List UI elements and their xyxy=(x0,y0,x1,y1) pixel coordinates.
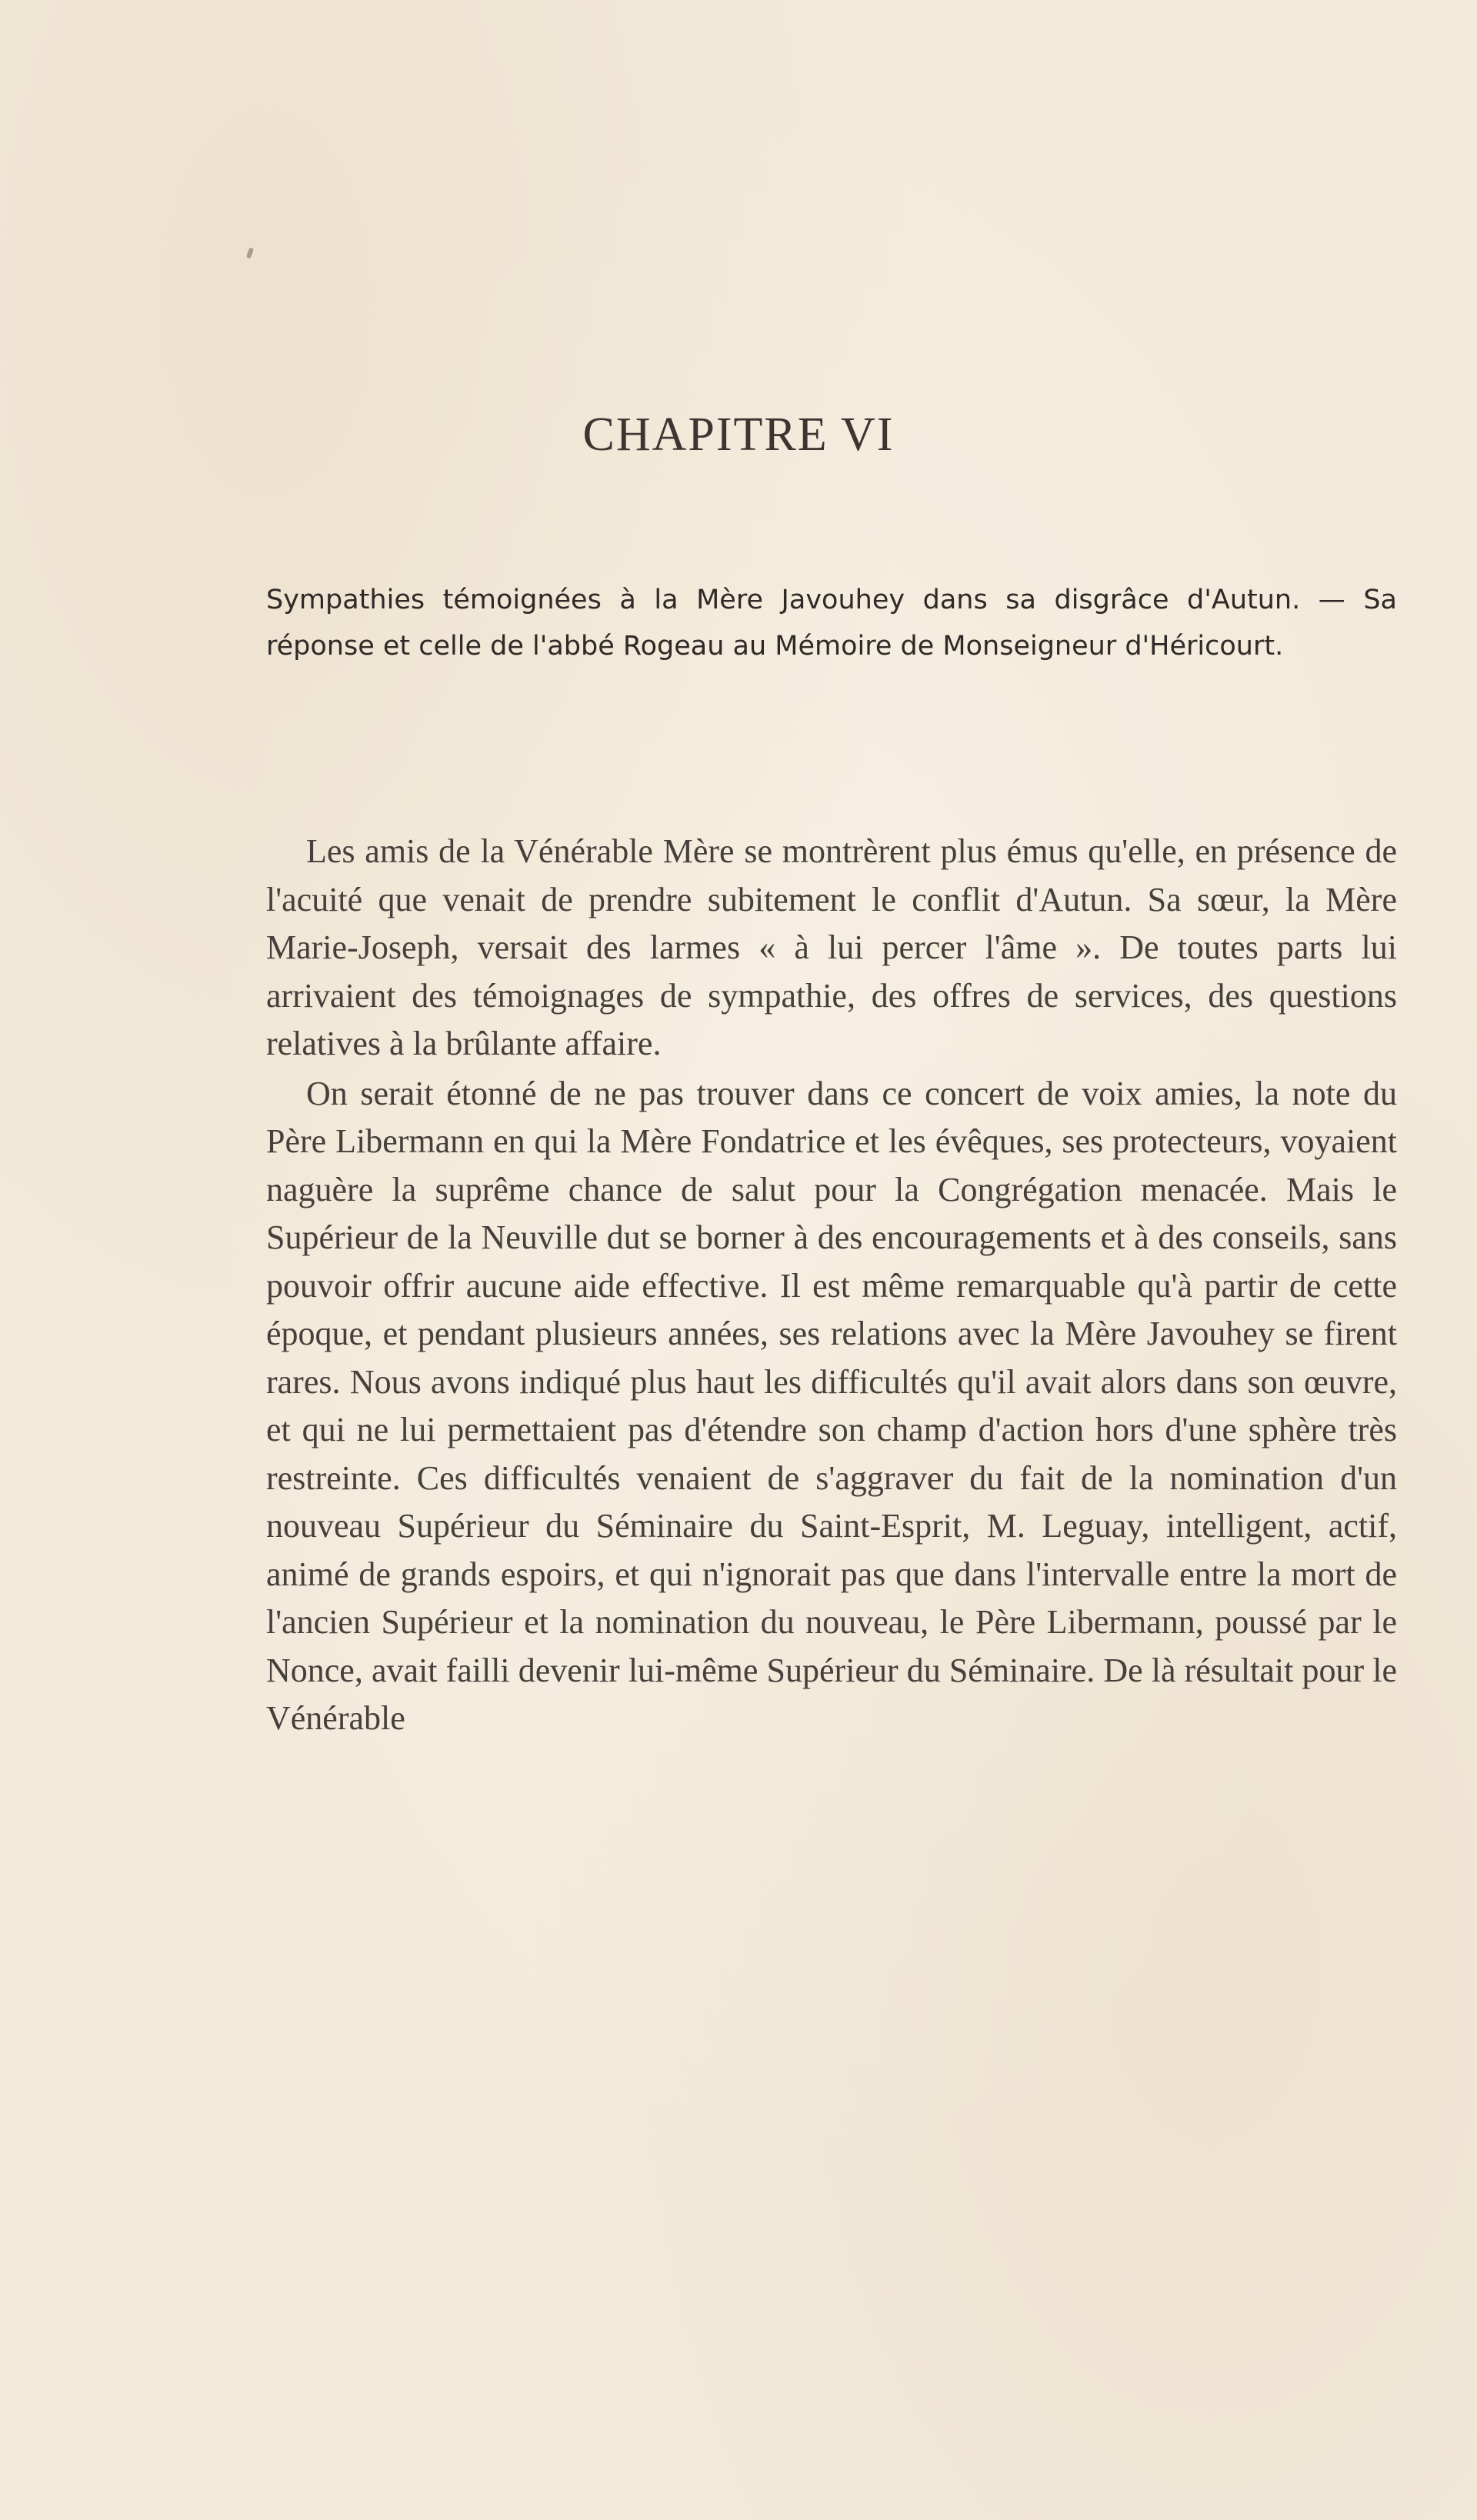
paragraph-2: On serait étonné de ne pas trouver dans ce concert de voix amies, la note du Père Libermann en qui la Mère Fondatrice et les évêques, ses protecteurs, voyaient naguère la suprême chance de salut pour la Congrégation menacée. Mais le Supérieur de la Neuville dut se borner à des encouragements et à des conseils, sans pouvoir offrir aucune aide effective. Il est même remarquable qu'à partir de cette époque, et pendant plusieurs années, ses relations avec la Mère Javouhey se firent rares. Nous avons indiqué plus haut les difficultés qu'il avait alors dans son œuvre, et qui ne lui permettaient pas d'étendre son champ d'action hors d'une sphère très restreinte. Ces difficultés venaient de s'aggraver du fait de la nomination d'un nouveau Supérieur du Séminaire du Saint-Esprit, M. Leguay, intelligent, actif, animé de grands espoirs, et qui n'ignorait pas que dans l'intervalle entre la mort de l'ancien Supérieur et la nomination du nouveau, le Père Libermann, poussé par le Nonce, avait failli devenir lui-même Supérieur du Séminaire. De là résultait pour le Vénérable xyxy=(266,1074,1397,1737)
chapter-title: CHAPITRE VI xyxy=(582,408,895,461)
chapter-summary: Sympathies témoignées à la Mère Javouhey dans sa disgrâce d'Autun. — Sa réponse et celle de l'abbé Rogeau au Mémoire de Monseigneur d'Héricourt. xyxy=(266,585,1397,662)
body-text xyxy=(266,828,1397,1743)
ink-speck xyxy=(246,247,254,258)
paragraph-1: Les amis de la Vénérable Mère se montrèrent plus émus qu'elle, en présence de l'acuité que venait de prendre subitement le conflit d'Autun. Sa sœur, la Mère Marie-Joseph, versait des larmes « à lui percer l'âme ». De toutes parts lui arrivaient des témoignages de sympathie, des offres de services, des questions relatives à la brûlante affaire. xyxy=(266,832,1397,1062)
